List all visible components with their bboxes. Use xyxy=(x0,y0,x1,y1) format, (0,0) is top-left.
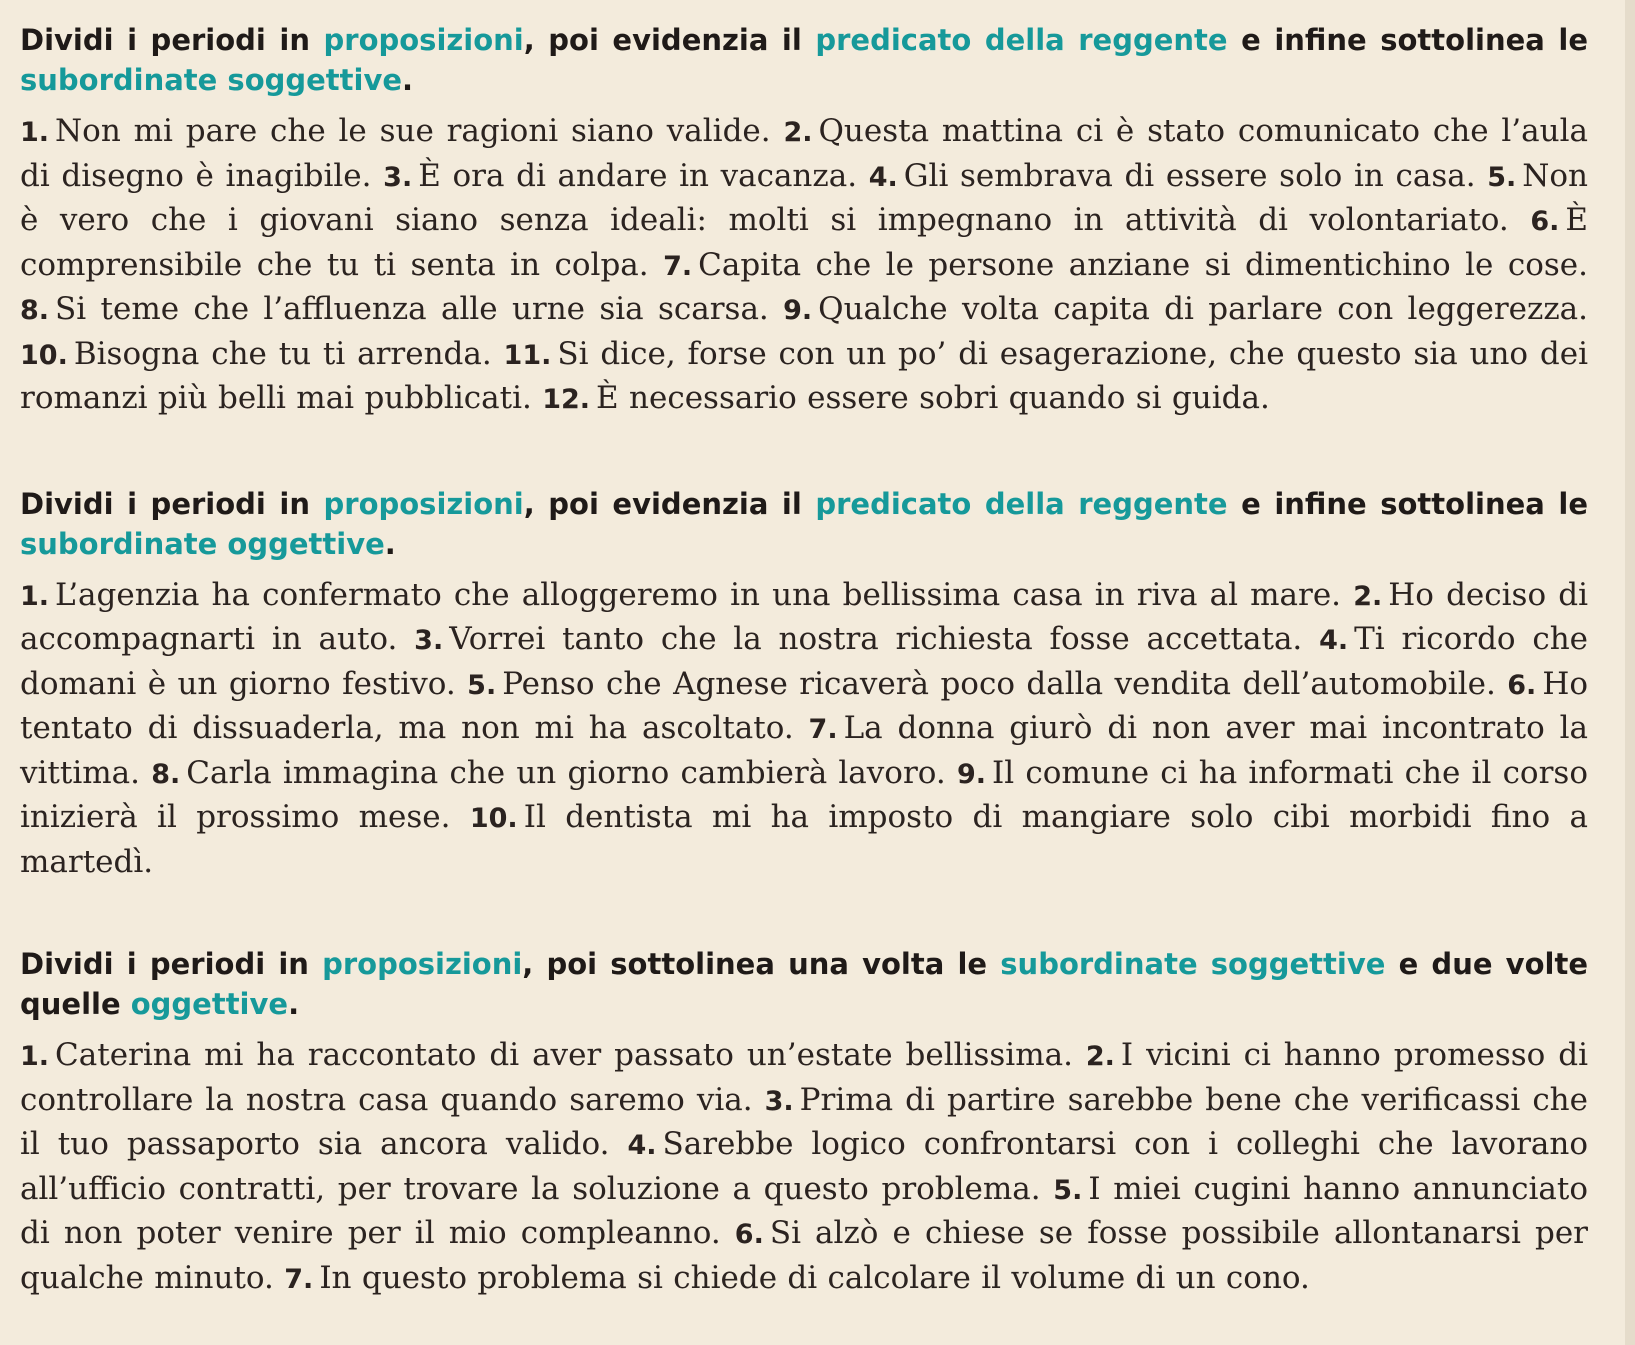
item-text: In questo problema si chiede di calcolare il volume di un cono. xyxy=(319,1259,1310,1296)
instruction-text: , poi evidenzia il xyxy=(523,486,816,521)
item-text: È comprensibile che tu ti senta in colpa. xyxy=(20,202,1588,283)
instruction-text: e infine sottolinea le xyxy=(1227,23,1588,57)
item-text: Non mi pare che le sue ragioni siano valide. xyxy=(55,113,771,149)
item-text: Prima di partire sarebbe bene che verificassi che il tuo passaporto sia ancora valido. xyxy=(20,1081,1588,1162)
instruction-text: . xyxy=(384,526,396,561)
item-text: Il dentista mi ha imposto di mangiare solo cibi morbidi fino a martedì. xyxy=(20,799,1588,880)
exercise-item xyxy=(414,621,1302,657)
item-number: 9. xyxy=(783,295,813,326)
item-number: 11. xyxy=(503,339,552,371)
instruction-text: Dividi i periodi in xyxy=(20,486,324,521)
item-number: 6. xyxy=(1507,669,1537,701)
exercise-item xyxy=(663,247,1588,283)
item-text: Capita che le persone anziane si dimentichino le cose. xyxy=(698,246,1588,283)
item-number: 8. xyxy=(20,295,50,326)
item-number: 12. xyxy=(542,384,591,415)
item-number: 7. xyxy=(284,1263,314,1295)
exercise-item xyxy=(869,158,1476,194)
item-text: Questa mattina ci è stato comunicato che l’aula di disegno è inagibile. xyxy=(20,113,1588,194)
item-number: 2. xyxy=(1085,1041,1115,1072)
item-text: Non è vero che i giovani siano senza ideali: molti si impegnano in attività di volontariato. xyxy=(20,157,1589,238)
item-text: Ho tentato di dissuaderla, ma non mi ha ascoltato. xyxy=(20,665,1589,746)
item-text: Ti ricordo che domani è un giorno festivo. xyxy=(20,621,1589,702)
exercise-instruction xyxy=(20,20,1588,100)
item-number: 9. xyxy=(956,758,986,790)
item-text: Gli sembrava di essere solo in casa. xyxy=(903,157,1476,194)
highlighted-term: subordinate soggettive xyxy=(20,63,403,97)
item-text: L’agenzia ha confermato che alloggeremo in una bellissima casa in riva al mare. xyxy=(55,576,1342,613)
exercise-instruction xyxy=(20,944,1588,1024)
item-text: I vicini ci hanno promesso di controllare la nostra casa quando saremo via. xyxy=(20,1037,1588,1118)
highlighted-term: subordinate soggettive xyxy=(1000,947,1386,981)
exercise-item xyxy=(467,666,1496,702)
instruction-text: e due volte quelle xyxy=(20,947,1588,1021)
instruction-text: , poi sottolinea una volta le xyxy=(522,947,1001,981)
exercise-items xyxy=(20,110,1588,422)
highlighted-term: proposizioni xyxy=(323,486,524,521)
exercise-oggettive xyxy=(20,484,1588,885)
item-text: Caterina mi ha raccontato di aver passato un’estate bellissima. xyxy=(55,1037,1073,1073)
item-text: Si alzò e chiese se fosse possibile allontanarsi per qualche minuto. xyxy=(20,1215,1589,1296)
instruction-text: Dividi i periodi in xyxy=(20,23,324,57)
item-number: 6. xyxy=(734,1219,764,1250)
exercise-item xyxy=(383,158,857,194)
exercise-item xyxy=(20,113,771,149)
item-text: Si dice, forse con un po’ di esagerazione, che questo sia uno dei romanzi più belli mai pubblicati. xyxy=(20,335,1588,416)
item-number: 4. xyxy=(1319,625,1349,656)
item-number: 3. xyxy=(764,1085,794,1117)
highlighted-term: subordinate oggettive xyxy=(20,526,385,561)
item-number: 7. xyxy=(663,250,693,282)
exercise-item xyxy=(783,291,1588,327)
item-number: 7. xyxy=(808,714,838,745)
instruction-text: , poi evidenzia il xyxy=(523,23,816,57)
instruction-text: . xyxy=(288,987,300,1021)
item-number: 10. xyxy=(469,803,518,834)
exercise-soggettive-oggettive xyxy=(20,944,1588,1301)
exercise-item xyxy=(284,1260,1310,1296)
page-edge xyxy=(1625,0,1635,1345)
item-text: Si teme che l’affluenza alle urne sia scarsa. xyxy=(55,291,769,327)
item-text: Ho deciso di accompagnarti in auto. xyxy=(20,576,1589,657)
item-text: Vorrei tanto che la nostra richiesta fosse accettata. xyxy=(449,621,1303,657)
instruction-text: Dividi i periodi in xyxy=(20,947,323,981)
exercise-item xyxy=(20,336,492,372)
highlighted-term: predicato della reggente xyxy=(815,486,1228,521)
exercise-items xyxy=(20,574,1588,885)
item-number: 1. xyxy=(20,1041,50,1072)
item-text: Penso che Agnese ricaverà poco dalla vendita dell’automobile. xyxy=(502,665,1496,702)
item-text: I miei cugini hanno annunciato di non poter venire per il mio compleanno. xyxy=(20,1170,1588,1251)
item-number: 8. xyxy=(151,758,181,790)
item-number: 5. xyxy=(1487,161,1517,193)
item-number: 4. xyxy=(627,1130,657,1161)
item-number: 3. xyxy=(414,625,444,656)
item-text: Qualche volta capita di parlare con leggerezza. xyxy=(818,291,1589,327)
item-text: Il comune ci ha informati che il corso inizierà il prossimo mese. xyxy=(20,754,1588,835)
exercise-instruction xyxy=(20,484,1588,564)
exercise-item xyxy=(20,1037,1073,1073)
item-number: 5. xyxy=(1053,1174,1083,1206)
item-text: Carla immagina che un giorno cambierà lavoro. xyxy=(186,754,946,791)
highlighted-term: predicato della reggente xyxy=(815,23,1228,57)
item-number: 1. xyxy=(20,117,50,148)
item-text: La donna giurò di non aver mai incontrato la vittima. xyxy=(20,710,1588,791)
highlighted-term: proposizioni xyxy=(323,23,524,57)
item-number: 1. xyxy=(20,580,50,612)
exercise-items xyxy=(20,1034,1588,1301)
highlighted-term: proposizioni xyxy=(322,947,523,981)
item-number: 3. xyxy=(383,161,413,193)
exercise-soggettive xyxy=(20,20,1588,422)
exercise-item xyxy=(20,291,769,327)
item-text: È necessario essere sobri quando si guida. xyxy=(596,380,1270,416)
item-number: 6. xyxy=(1530,206,1560,237)
item-text: È ora di andare in vacanza. xyxy=(418,157,858,194)
exercise-item xyxy=(542,380,1270,416)
exercise-item xyxy=(151,755,946,791)
item-number: 2. xyxy=(783,117,813,148)
item-text: Bisogna che tu ti arrenda. xyxy=(73,335,492,372)
item-number: 5. xyxy=(467,669,497,701)
item-number: 4. xyxy=(868,161,898,193)
item-text: Sarebbe logico confrontarsi con i colleghi che lavorano all’ufficio contratti, per trovare la soluzione a questo problema. xyxy=(20,1126,1588,1207)
item-number: 10. xyxy=(20,339,68,371)
item-number: 2. xyxy=(1353,580,1383,612)
instruction-text: . xyxy=(402,63,414,97)
highlighted-term: oggettive xyxy=(130,987,289,1021)
instruction-text: e infine sottolinea le xyxy=(1227,486,1588,521)
exercise-item xyxy=(20,577,1341,613)
